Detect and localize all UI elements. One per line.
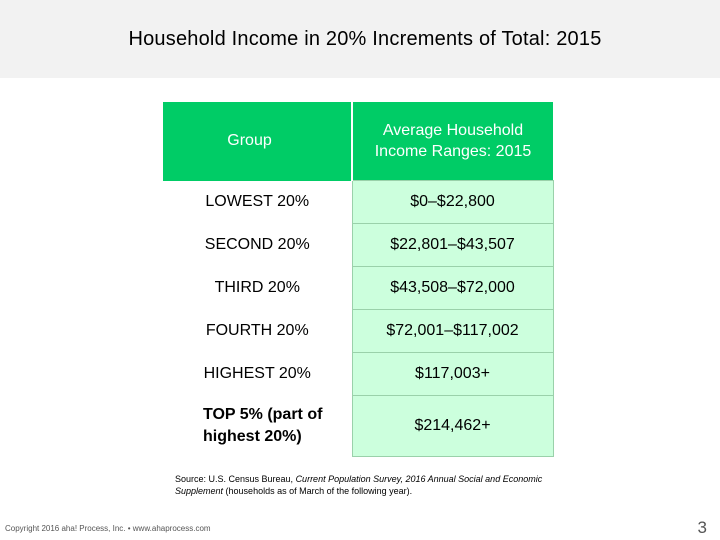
group-cell: THIRD 20%: [214, 279, 300, 296]
group-cell: HIGHEST 20%: [203, 365, 311, 382]
header-average-income: [352, 102, 553, 181]
table-row: [163, 396, 553, 457]
source-note: [175, 473, 555, 497]
header-group: Group: [163, 102, 352, 181]
group-cell: LOWEST 20%: [205, 193, 310, 210]
source-suffix: (households as of March of the following year).: [223, 486, 413, 496]
group-cell-top5: [163, 396, 352, 457]
header-average-line1: Average Household: [382, 122, 524, 139]
table-row: [163, 224, 553, 267]
top5-line1: TOP 5% (part of: [203, 406, 323, 423]
group-cell: SECOND 20%: [204, 236, 310, 253]
range-cell: $0–$22,800: [352, 181, 553, 224]
range-cell: $117,003+: [352, 353, 553, 396]
table-row: [163, 353, 553, 396]
range-cell: $72,001–$117,002: [352, 310, 553, 353]
table-row: [163, 310, 553, 353]
page-number: 3: [697, 518, 707, 537]
slide-title: Household Income in 20% Increments of Total: 2015: [128, 28, 602, 50]
range-cell: $22,801–$43,507: [352, 224, 553, 267]
header-average-line2: Income Ranges: 2015: [374, 143, 532, 160]
income-table: [163, 102, 554, 457]
group-cell: FOURTH 20%: [205, 322, 309, 339]
table-row: [163, 181, 553, 224]
range-cell: $43,508–$72,000: [352, 267, 553, 310]
top5-line2: highest 20%): [203, 428, 302, 445]
source-italic: Current Population Survey, 2016 Annual Social and Economic Supplement: [175, 474, 543, 496]
source-prefix: Source: U.S. Census Bureau,: [175, 474, 296, 484]
range-cell: $214,462+: [352, 396, 553, 457]
copyright-footer: Copyright 2016 aha! Process, Inc. • www.ahaprocess.com: [5, 524, 211, 533]
table-row: [163, 267, 553, 310]
table-header-row: [163, 102, 553, 181]
